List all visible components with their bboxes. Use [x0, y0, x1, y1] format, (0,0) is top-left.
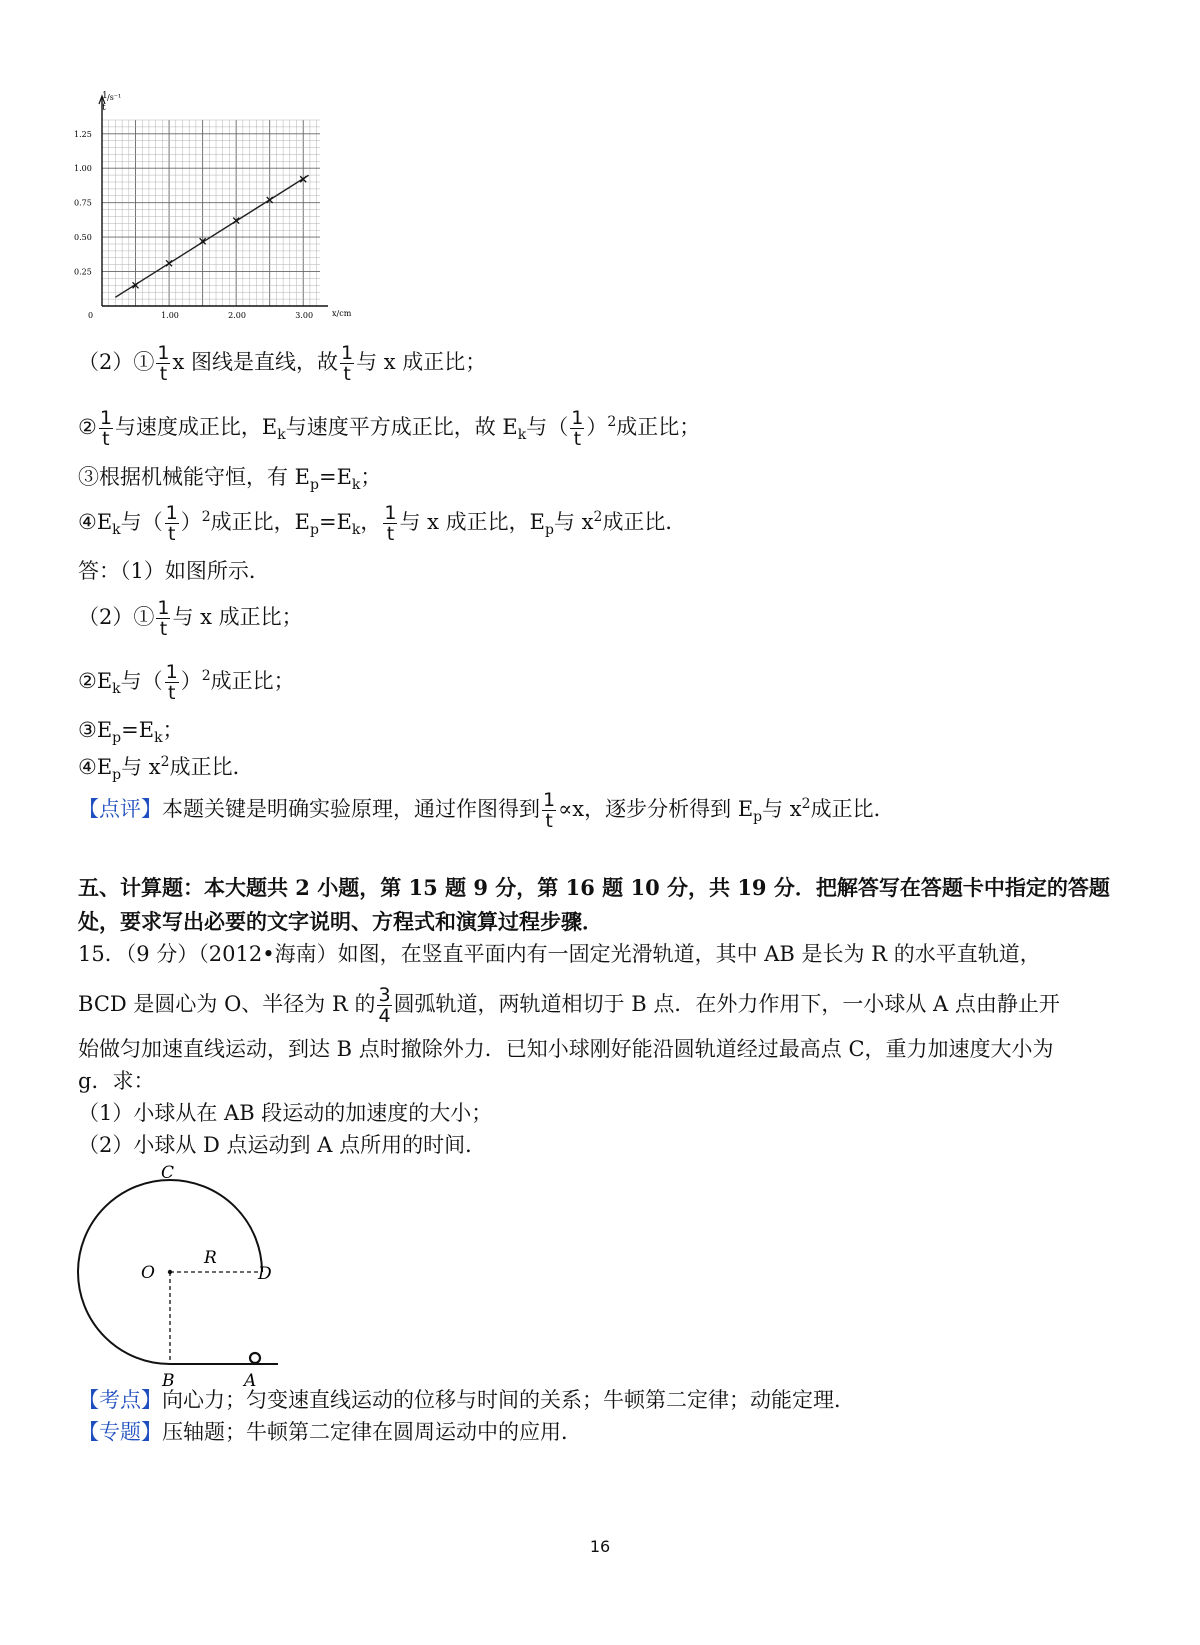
text: 成正比，E — [210, 510, 310, 534]
graph-ticks — [74, 130, 313, 320]
text: 成正比； — [616, 415, 701, 439]
graph-fit-line — [115, 175, 308, 297]
y-tick-label: 1.25 — [74, 129, 92, 139]
text: x 图线是直线，故 — [172, 350, 338, 374]
fraction-1-over-t — [165, 503, 179, 544]
numerator: 1 — [165, 661, 178, 683]
text: =E — [318, 510, 352, 534]
text: =E — [318, 465, 352, 489]
text: 成正比． — [169, 755, 254, 779]
fraction-3-over-4 — [377, 985, 391, 1026]
subscript: k — [351, 522, 361, 538]
fraction-1-over-t — [570, 408, 584, 449]
question-2: （2）小球从 D 点运动到 A 点所用的时间． — [78, 1133, 487, 1157]
kaodian-line — [78, 1386, 855, 1414]
numerator: 1 — [99, 407, 112, 429]
text: 成正比． — [602, 510, 687, 534]
text: ） — [180, 669, 202, 693]
text: ） — [180, 510, 202, 534]
text: 与 x 成正比，E — [399, 510, 546, 534]
text: （2）① — [78, 605, 155, 629]
subscript: k — [154, 730, 163, 746]
denominator: t — [386, 523, 395, 545]
track-figure — [70, 1162, 300, 1392]
numerator: 1 — [157, 597, 170, 619]
subscript: k — [517, 427, 527, 443]
zhuanti-line — [78, 1418, 582, 1446]
label-r: R — [204, 1248, 217, 1268]
label-b: B — [162, 1371, 175, 1391]
text: 与 x — [762, 797, 802, 821]
text: 与速度成正比，E — [114, 415, 278, 439]
superscript: 2 — [593, 509, 603, 525]
numerator: 1 — [157, 342, 170, 364]
subscript: k — [351, 477, 361, 493]
y-tick-label: 0.50 — [74, 233, 92, 243]
fraction-1-over-t — [99, 408, 113, 449]
subscript: p — [753, 809, 763, 825]
solution-line-2 — [78, 408, 700, 449]
text: 圆弧轨道，两轨道相切于 B 点．在外力作用下，一小球从 A 点由静止开 — [393, 992, 1060, 1016]
fraction-1-over-t — [340, 343, 354, 384]
y-tick-label: 0.25 — [74, 267, 92, 277]
problem-line-3: 始做匀加速直线运动，到达 B 点时撤除外力．已知小球刚好能沿圆轨道经过最高点 C，重力加速度大小为 — [78, 1037, 1054, 1061]
problem-line-2 — [78, 985, 1060, 1026]
subscript: p — [112, 730, 122, 746]
section-header-line-2: 处，要求写出必要的文字说明、方程式和演算过程步骤． — [78, 909, 603, 934]
section-header-line-1: 五、计算题：本大题共 2 小题，第 15 题 9 分，第 16 题 10 分，共 19 分．把解答写在答题卡中指定的答题 — [78, 875, 1110, 900]
graph-x-label: x/cm — [332, 309, 352, 318]
text: ②E — [78, 669, 113, 693]
x-tick-label: 0 — [88, 311, 94, 320]
text: 与 x 成正比； — [356, 350, 487, 374]
fraction-1-over-t — [542, 790, 556, 831]
denominator: t — [167, 682, 176, 704]
comment-tag: 【点评】 — [78, 797, 162, 821]
problem-line-4: g．求： — [78, 1069, 155, 1093]
text: 压轴题；牛顿第二定律在圆周运动中的应用． — [162, 1420, 582, 1444]
subscript: k — [112, 681, 121, 697]
denominator: 4 — [378, 1005, 391, 1027]
comment-line — [78, 790, 895, 831]
numerator: 1 — [341, 342, 354, 364]
text: 向心力；匀变速直线运动的位移与时间的关系；牛顿第二定律；动能定理． — [162, 1388, 855, 1412]
denominator: t — [159, 363, 168, 385]
ball — [250, 1353, 260, 1363]
text: 与速度平方成正比，故 E — [285, 415, 518, 439]
graph-grid — [102, 120, 320, 306]
y-tick-label: 1.00 — [74, 164, 92, 174]
text: 成正比； — [210, 669, 295, 693]
x-tick-label: 2.00 — [228, 311, 246, 320]
label-d: D — [258, 1264, 272, 1284]
graph-y-unit: /s⁻¹ — [107, 93, 122, 102]
solution-line-1 — [78, 343, 486, 384]
numerator: 1 — [165, 502, 178, 524]
text: 与（ — [526, 415, 569, 439]
text: 与（ — [120, 669, 163, 693]
graph-y-label-num: 1 — [102, 91, 108, 101]
text: ） — [586, 415, 608, 439]
subscript: p — [545, 522, 554, 538]
text: ③E — [78, 718, 113, 742]
answer-line-4 — [78, 716, 184, 752]
fraction-1-over-t — [156, 598, 170, 639]
answer-line-3 — [78, 662, 295, 703]
zhuanti-tag: 【专题】 — [78, 1420, 162, 1444]
label-a: A — [244, 1371, 257, 1391]
denominator: t — [545, 810, 553, 832]
denominator: t — [102, 428, 110, 450]
problem-line-1: 15．（9 分）（2012•海南）如图，在竖直平面内有一固定光滑轨道，其中 AB 是长为 R 的水平直轨道， — [78, 942, 1041, 966]
x-tick-label: 1.00 — [161, 311, 179, 320]
page-number: 16 — [589, 1537, 611, 1556]
numerator: 3 — [378, 984, 391, 1006]
subscript: k — [112, 522, 121, 538]
graph-axes — [99, 96, 328, 306]
label-c: C — [161, 1163, 175, 1183]
text: 与 x — [553, 510, 594, 534]
answer-line-2 — [78, 598, 303, 639]
text: ∝x，逐步分析得到 E — [558, 797, 754, 821]
numerator: 1 — [571, 407, 584, 429]
text: ； — [162, 718, 184, 742]
numerator: 1 — [543, 789, 556, 811]
superscript: 2 — [801, 796, 811, 812]
subscript: p — [310, 522, 319, 538]
text: =E — [121, 718, 155, 742]
superscript: 2 — [160, 754, 170, 770]
text: ④E — [78, 510, 113, 534]
text: 本题关键是明确实验原理，通过作图得到 — [162, 797, 540, 821]
text: BCD 是圆心为 O、半径为 R 的 — [78, 992, 376, 1016]
subscript: p — [310, 477, 319, 493]
numerator: 1 — [384, 502, 397, 524]
text: ③根据机械能守恒，有 E — [78, 465, 311, 489]
subscript: k — [277, 427, 286, 443]
graph-y-label-den: t — [102, 103, 106, 113]
x-tick-label: 3.00 — [295, 311, 314, 320]
text: ② — [78, 415, 97, 439]
text: 与 x 成正比； — [172, 605, 303, 629]
subscript: p — [112, 767, 122, 783]
fraction-1-over-t — [383, 503, 397, 544]
denominator: t — [343, 363, 351, 385]
superscript: 2 — [607, 414, 617, 430]
text: ， — [360, 510, 382, 534]
fraction-1-over-t — [156, 343, 170, 384]
answer-line-5 — [78, 748, 254, 789]
denominator: t — [573, 428, 582, 450]
superscript: 2 — [201, 509, 211, 525]
text: ④E — [78, 755, 113, 779]
fraction-1-over-t — [165, 662, 179, 703]
denominator: t — [159, 618, 168, 640]
text: 与（ — [120, 510, 163, 534]
y-tick-label: 0.75 — [74, 198, 92, 208]
answer-line-1: 答：（1）如图所示． — [78, 559, 270, 583]
label-o: O — [141, 1263, 155, 1283]
solution-line-3 — [78, 463, 381, 499]
denominator: t — [167, 523, 176, 545]
text: 与 x — [121, 755, 161, 779]
center-point-o — [168, 1270, 172, 1274]
graph-1-over-t-vs-x — [72, 84, 372, 334]
text: （2）① — [78, 350, 155, 374]
solution-line-4 — [78, 503, 686, 544]
question-1: （1）小球从在 AB 段运动的加速度的大小； — [78, 1101, 493, 1125]
text: ； — [360, 465, 382, 489]
text: 成正比． — [810, 797, 895, 821]
superscript: 2 — [201, 668, 211, 684]
kaodian-tag: 【考点】 — [78, 1388, 162, 1412]
